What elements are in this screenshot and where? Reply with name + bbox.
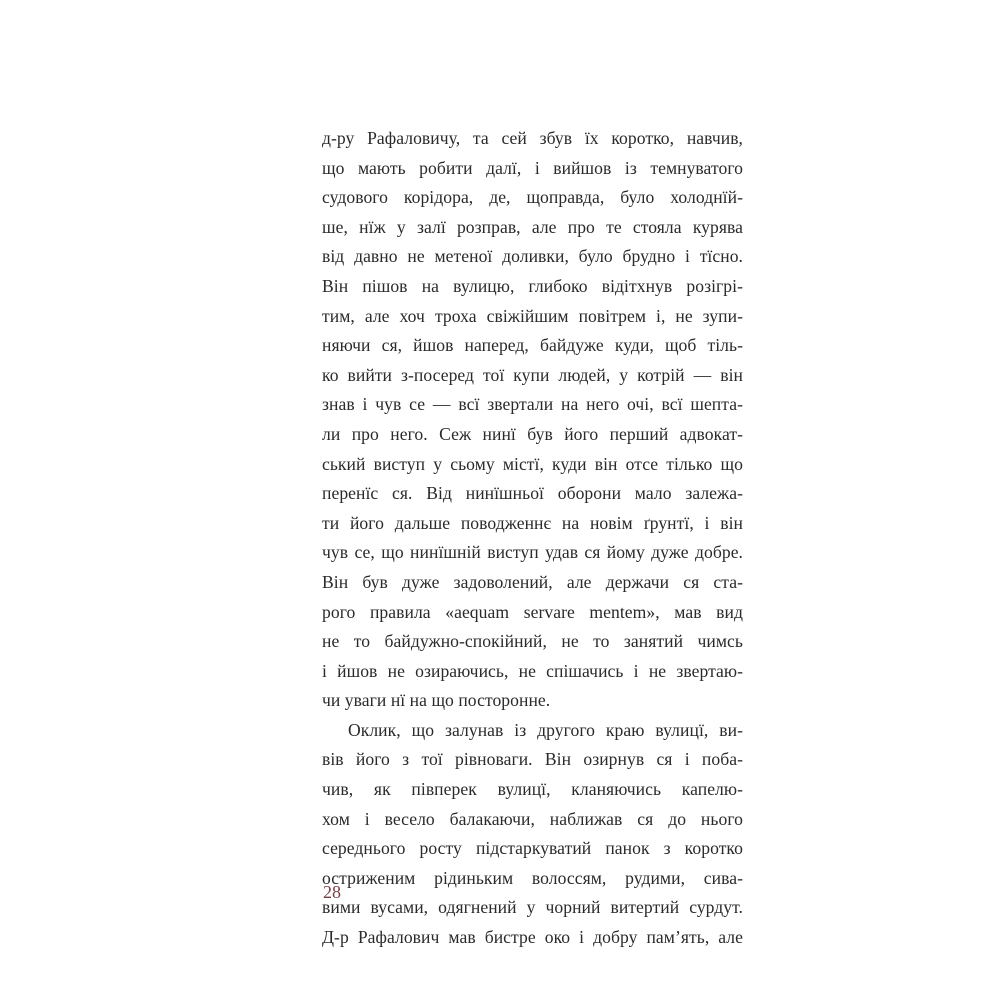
text-line: ше, нїж у залї розправ, але про те стояла курява [322, 216, 743, 237]
paragraph-end-line: чи уваги нї на що посторонне. [322, 690, 551, 711]
text-line: перенїс ся. Від нинїшньої оборони мало залежа- [322, 483, 743, 504]
text-line: ко вийти з-посеред тої купи людей, у котрій — він [322, 364, 743, 385]
text-line: ський виступ у сьому містї, куди він отсе тілько що [322, 453, 743, 474]
text-line: і йшов не озираючись, не спішачись і не звертаю- [322, 660, 743, 681]
text-line: Д-р Рафалович мав бистре око і добру памʼять, але [322, 927, 743, 948]
text-line: що мають робити далї, і вийшов із темнуватого [322, 157, 743, 178]
text-line: ти його дальше поводженнє на новім ґрунтї, і він [322, 512, 743, 533]
text-line: Він пішов на вулицю, глибоко відітхнув розігрі- [322, 275, 743, 296]
text-line: д-ру Рафаловичу, та сей збув їх коротко, навчив, [322, 128, 743, 148]
page-number: 28 [323, 882, 341, 902]
text-line: знав і чув се — всї звертали на него очі, всї шепта- [322, 394, 743, 415]
text-line: судового корідора, де, щоправда, було холоднїй- [322, 187, 743, 208]
text-line: чив, як півперек вулицї, кланяючись капелю- [322, 779, 743, 800]
body-text [322, 124, 743, 953]
text-line: Він був дуже задоволений, але держачи ся ста- [322, 571, 743, 592]
text-line: няючи ся, йшов наперед, байдуже куди, щоб тіль- [322, 335, 743, 356]
text-line: не то байдужно-спокійний, не то занятий чимсь [322, 631, 743, 652]
text-line: від давно не метеної доливки, було брудно і тїсно. [322, 246, 743, 267]
text-line: тим, але хоч троха свіжійшим повітрем і, не зупи- [322, 305, 743, 326]
text-line: ли про него. Сеж нинї був його перший адвокат- [322, 423, 743, 444]
paragraph-start-line: Оклик, що залунав із другого краю вулицї, ви- [348, 719, 743, 740]
text-line: чув се, що нинїшній виступ удав ся йому дуже добре. [322, 542, 743, 563]
text-line: середнього росту підстаркуватий панок з коротко [322, 838, 743, 859]
text-line: хом і весело балакаючи, наближав ся до нього [322, 808, 743, 829]
text-line: рого правила «aequam servare mentem», мав вид [322, 601, 743, 622]
text-line: вими вусами, одягнений у чорний витертий сурдут. [322, 897, 743, 918]
text-line: остриженим рідиньким волоссям, рудими, сива- [322, 867, 743, 888]
text-line: вів його з тої рівноваги. Він озирнув ся і поба- [322, 749, 743, 770]
